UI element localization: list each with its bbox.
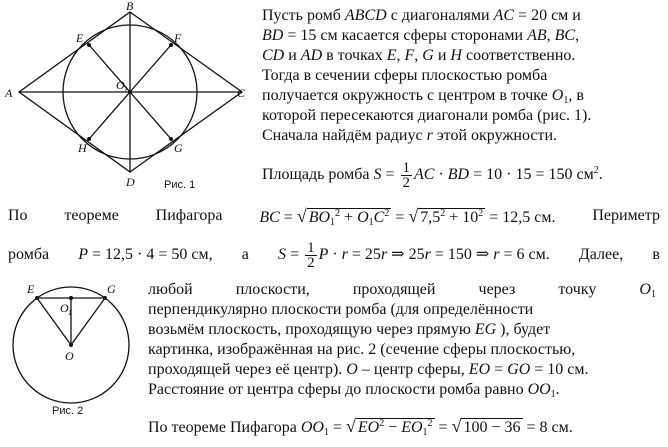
label-d: D <box>126 175 135 189</box>
figure-2 <box>0 278 140 418</box>
fig2-label-o1: O <box>60 301 69 315</box>
p3-line-5: проходящей через её центр). O – центр сферы, EO = GO = 10 см. <box>148 361 589 378</box>
perimeter-line: ромба P = 12,5 · 4 = 50 см, а S = $\frac{1}{2}$ P · r = 25r ⇒ 25r = 150 ⇒ r = 6 см. Далее, в <box>8 239 660 271</box>
p1-line-1: Пусть ромб ABCD с диагоналями AC = 20 см и <box>262 7 581 24</box>
figure-1-drawing <box>0 0 250 200</box>
label-f: F <box>174 31 182 45</box>
p3-line-6: Расстояние от центра сферы до плоскости ромба равно $OO_1$. <box>148 381 560 400</box>
p1-line-3: CD и AD в точках E, F, G и H соответственно. <box>262 47 576 64</box>
p1-line-4: Тогда в сечении сферы плоскостью ромба <box>262 67 548 84</box>
pythagoras-line: По теореме Пифагора BC = √ $BO_1^2 + O_1C^2$ = √ $7,5^2 + 10^2 = 12,5$ см. Периметр <box>8 202 660 232</box>
final-line: По теореме Пифагора $OO_1$ = √ $EO^2 - EO_1^2$ = √ 100 − 36 = 8 см. <box>148 416 573 438</box>
p1-line-6: которой пересекаются диагонали ромба (рис. 1). <box>262 107 592 124</box>
p3-line-2: перпендикулярно плоскости ромба (для определённости <box>148 301 534 318</box>
fig2-label-o1-sub: 1 <box>68 308 72 317</box>
p1-line-2: BD = 15 см касается сферы сторонами AB, BC, <box>262 27 580 44</box>
label-e: E <box>76 31 84 45</box>
fraction-one-half: $\frac{1}{2}$ <box>402 159 410 191</box>
radius-formula: S = $\frac{1}{2}$ P · r = 25r ⇒ 25r = 150 ⇒ r = 6 см. <box>278 239 550 271</box>
fig2-label-g: G <box>107 282 116 296</box>
fig2-label-e: E <box>27 282 35 296</box>
label-c: C <box>237 86 246 100</box>
figure-2-caption: Рис. 2 <box>52 405 84 417</box>
figure-1 <box>0 0 250 200</box>
p1-line-5: получается окружность с центром в точке $O_1$, в <box>262 87 584 106</box>
label-h: H <box>78 141 87 155</box>
p3-line-4: картинка, изображённая на рис. 2 (сечение сферы плоскостью, <box>148 341 576 358</box>
label-o1: O <box>116 78 125 92</box>
figure-1-caption: Рис. 1 <box>164 179 196 191</box>
label-b: B <box>126 0 134 13</box>
label-g: G <box>174 141 183 155</box>
pythagoras-formula: BC = √ $BO_1^2 + O_1C^2$ = √ $7,5^2 + 10^2 = 12,5$ см. <box>259 206 556 228</box>
p3-line-3: возьмём плоскость, проходящую через прямую EG ), будет <box>148 321 551 338</box>
p3-line-1: любой плоскости, проходящей через точку $O_1$ <box>148 281 656 300</box>
fig2-label-o: O <box>65 349 74 363</box>
area-line: Площадь ромба S = $\frac{1}{2}$ AC · BD = 10 · 15 = 150 $см^2$. <box>262 159 603 191</box>
figure-2-drawing <box>0 278 140 418</box>
label-a: A <box>5 86 13 100</box>
p1-line-7: Сначала найдём радиус r этой окружности. <box>262 127 558 144</box>
segment-go <box>71 298 105 345</box>
label-o1-sub: 1 <box>124 85 128 94</box>
